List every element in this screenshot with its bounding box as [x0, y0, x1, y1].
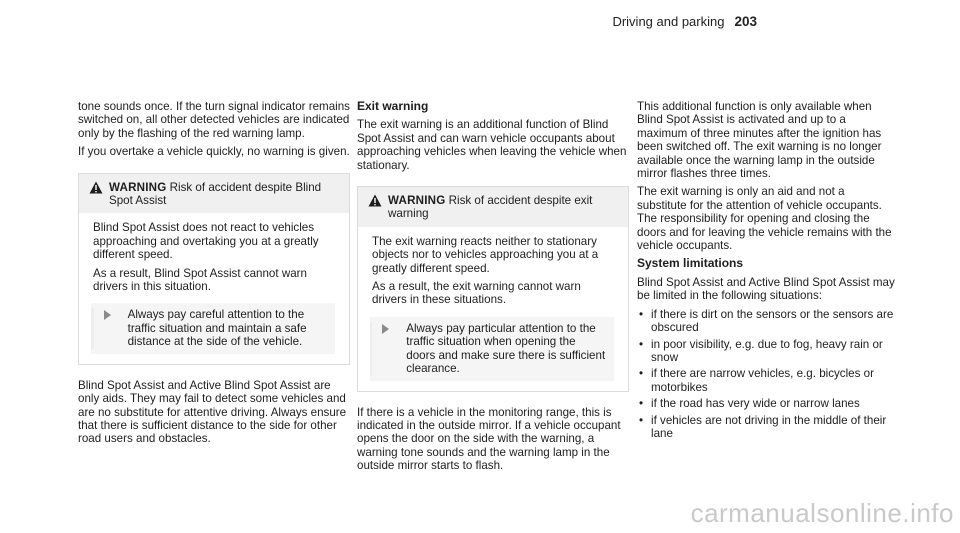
warning-label: WARNING [388, 194, 446, 208]
action-note [91, 303, 335, 353]
warning-body [358, 227, 628, 391]
warning-text: The exit warning reacts neither to stationary objects nor to vehicles approaching you at a greatly different speed. [372, 234, 599, 275]
warning-title: Risk of accident despite exit warning [388, 194, 593, 221]
section-heading: Exit warning [357, 99, 429, 113]
warning-text: As a result, the exit warning cannot warn drivers in these situations. [372, 280, 581, 307]
note-text: Always pay careful attention to the traffic situation and maintain a safe distance at the side of the vehicle. [127, 308, 307, 349]
paragraph: The exit warning is an additional function of Blind Spot Assist and can warn vehicle occupants about approaching vehicles when leaving the vehicle when stationary. [357, 118, 627, 172]
warning-body [79, 213, 349, 363]
warning-text: Blind Spot Assist does not react to vehicles approaching and overtaking you at a greatly different speed. [93, 221, 319, 262]
warning-triangle-icon [89, 181, 103, 194]
list-item: • if there is dirt on the sensors or the sensors are obscured [637, 308, 897, 335]
column-3 [637, 100, 897, 443]
note-bar [91, 308, 94, 348]
warning-title: Risk of accident despite Blind Spot Assist [109, 180, 322, 208]
warning-label: WARNING [109, 180, 167, 194]
warning-box [357, 186, 629, 391]
list-item: • if there are narrow vehicles, e.g. bicycles or motorbikes [637, 367, 897, 394]
page-header [612, 14, 757, 29]
paragraph: This additional function is only available when Blind Spot Assist is activated and up to a maximum of three minutes after the ignition has been switched off. The exit warning is no longer available once the warning lamp in the outside mirror flashes three times. [637, 100, 882, 181]
section-title: Driving and parking [612, 14, 725, 29]
paragraph: Blind Spot Assist and Active Blind Spot Assist are only aids. They may fail to detect some vehicles and are no substitute for attentive driving. Always ensure that there is sufficient distance to the side for other road users and obstacles. [78, 378, 347, 446]
paragraph: If you overtake a vehicle quickly, no warning is given. [78, 145, 350, 159]
warning-text: As a result, Blind Spot Assist cannot warn drivers in this situation. [93, 266, 307, 294]
note-bar [370, 322, 372, 376]
action-note [370, 317, 614, 381]
arrow-right-icon [382, 324, 396, 334]
column-1 [78, 100, 350, 451]
warning-box [78, 173, 350, 365]
list-item: • if the road has very wide or narrow lanes [637, 397, 897, 410]
note-text: Always pay particular attention to the traffic situation when opening the doors and make sure there is sufficient clearance. [406, 321, 606, 376]
watermark: carmanualsonline.info [690, 498, 954, 528]
paragraph: The exit warning is only an aid and not a substitute for the attention of vehicle occupants. The responsibility for opening and closing the doors and for leaving the vehicle remains with the vehicle occupants. [637, 185, 892, 253]
warning-header [79, 174, 349, 214]
paragraph: If there is a vehicle in the monitoring range, this is indicated in the outside mirror. If a vehicle occupant opens the door on the side with the warning, a warning tone sounds and the warning lamp in the outside mirror starts to flash. [357, 405, 621, 473]
warning-header [358, 187, 628, 227]
arrow-right-icon [104, 310, 118, 320]
list-item: • in poor visibility, e.g. due to fog, heavy rain or snow [637, 338, 897, 365]
column-2 [357, 100, 629, 478]
list-item: • if vehicles are not driving in the middle of their lane [637, 414, 897, 441]
warning-triangle-icon [368, 194, 382, 207]
limitations-list [637, 308, 897, 441]
paragraph: tone sounds once. If the turn signal indicator remains switched on, all other detected vehicles are indicated only by the flashing of the red warning lamp. [78, 100, 350, 140]
page-number: 203 [734, 14, 757, 29]
paragraph: Blind Spot Assist and Active Blind Spot Assist may be limited in the following situations: [637, 275, 895, 303]
section-heading: System limitations [637, 256, 744, 271]
